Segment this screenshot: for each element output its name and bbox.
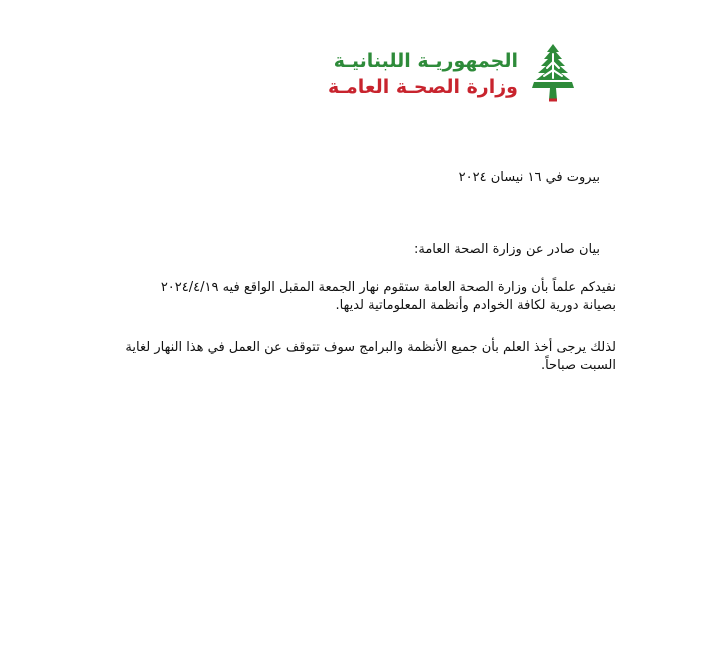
- republic-name: الجمهوريـة اللبنانيـة: [333, 50, 518, 72]
- ministry-name: وزارة الصحـة العامـة: [327, 76, 518, 98]
- statement-heading: بيان صادر عن وزارة الصحة العامة:: [413, 242, 600, 257]
- organization-name: [328, 48, 518, 100]
- date-line: بيروت في ١٦ نيسان ٢٠٢٤: [458, 170, 600, 185]
- cedar-tree-icon: [528, 42, 578, 104]
- letterhead: [327, 38, 600, 110]
- paragraph-2-line-1: لذلك يرجى أخذ العلم بأن جميع الأنظمة والبرامج سوف تتوقف عن العمل في هذا النهار لغاية: [125, 340, 616, 355]
- paragraph-1-line-2: بصيانة دورية لكافة الخوادم وأنظمة المعلوماتية لديها.: [335, 298, 616, 313]
- paragraph-2-line-2: السبت صباحاً.: [540, 358, 616, 373]
- paragraph-1-line-1: نفيدكم علماً بأن وزارة الصحة العامة ستقوم نهار الجمعة المقبل الواقع فيه ٢٠٢٤/٤/١٩: [160, 280, 616, 295]
